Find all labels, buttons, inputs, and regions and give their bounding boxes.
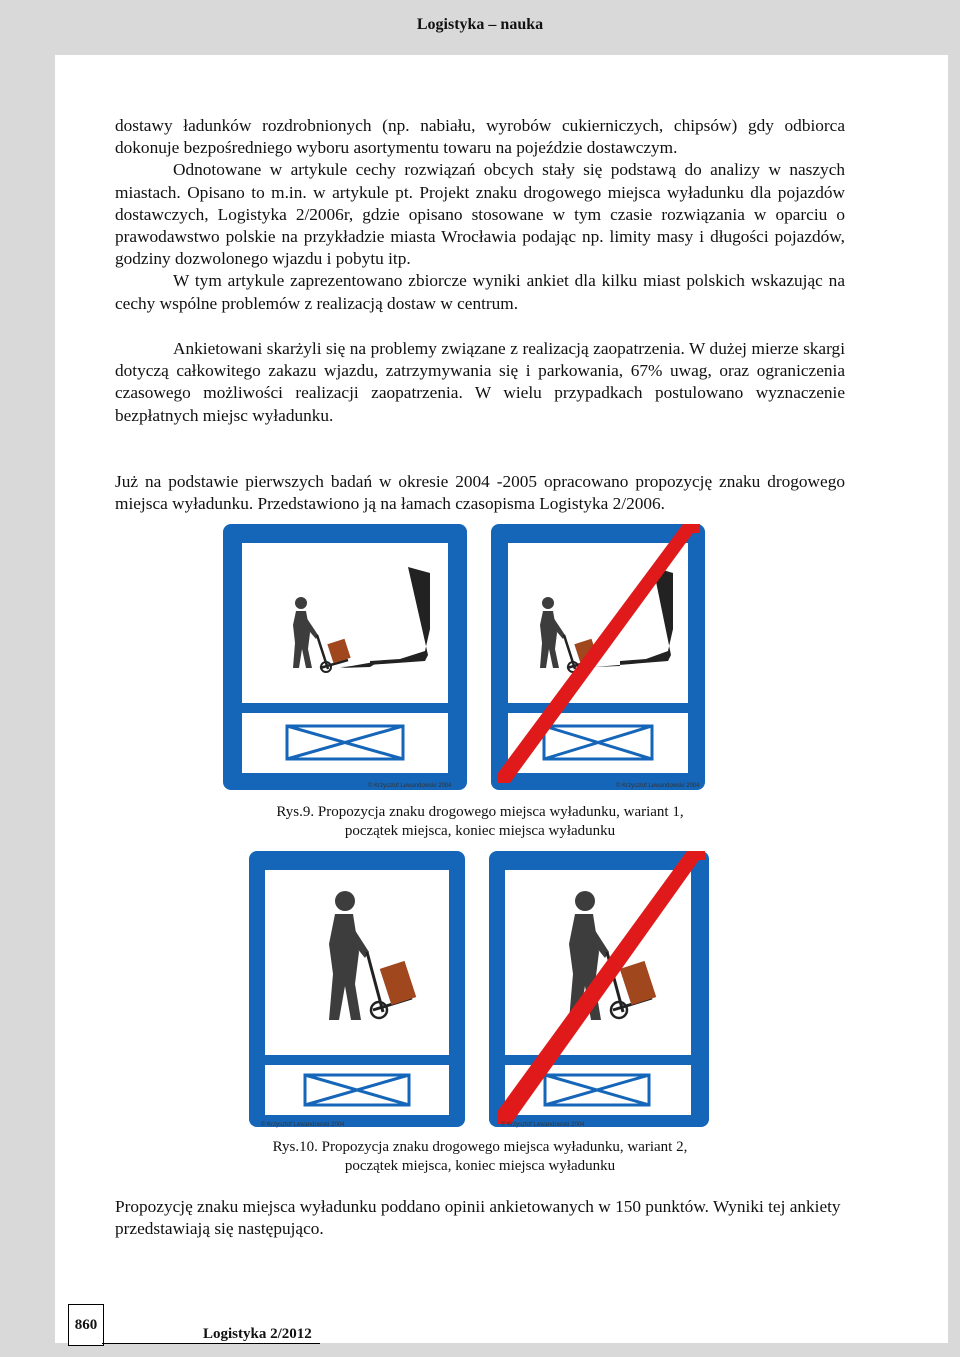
page-number: 860 (68, 1304, 104, 1346)
running-header: Logistyka – nauka (416, 16, 544, 33)
page-frame-left (0, 0, 55, 1357)
footer-rule (102, 1343, 320, 1344)
text-block-4 (115, 1196, 845, 1240)
sign-variant1-end (488, 521, 708, 796)
text-block-1 (115, 115, 845, 315)
paragraph: dostawy ładunków rozdrobnionych (np. nabiału, wyrobów cukierniczych, chipsów) gdy odbiorca dokonuje bezpośredniego wyboru asortymentu towaru na pojeździe dostawczym. (115, 116, 845, 158)
page-frame-right (948, 0, 960, 1357)
sign-variant2-start (247, 848, 469, 1133)
page-frame-bottom (0, 1343, 960, 1357)
paragraph: Odnotowane w artykule cechy rozwiązań obcych stały się podstawą do analizy w naszych miastach. Opisano to m.in. w artykule pt. Projekt znaku drogowego miejsca wyładunku dla pojazdów dostawczych, Logistyka 2/2006r, gdzie opisano stosowane w tym czasie rozwiązania w oparciu o prawodawstwo polskie na przykładzie miasta Wrocławia podając np. limity masy i długości pojazdów, godziny dozwolonego wjazdu i pobytu itp. (115, 160, 845, 269)
paragraph: Ankietowani skarżyli się na problemy związane z realizacją zaopatrzenia. W dużej mierze skargi dotyczą całkowitego zakazu wjazdu, zatrzymywania się i parkowania, 67% uwag, oraz ograniczenia czasowego możliwości realizacji zaopatrzenia. W wielu przypadkach postulowano wyznaczenie bezpłatnych miejsc wyładunku. (115, 339, 845, 425)
text-block-2 (115, 338, 845, 427)
caption-line: Rys.10. Propozycja znaku drogowego miejsca wyładunku, wariant 2, (272, 1139, 688, 1155)
paragraph: Już na podstawie pierwszych badań w okresie 2004 -2005 opracowano propozycję znaku drogowego miejsca wyładunku. Przedstawiono ją na łamach czasopisma Logistyka 2/2006. (115, 472, 845, 514)
caption-line: początek miejsca, koniec miejsca wyładunku (344, 823, 616, 839)
figure-10-caption (180, 1138, 780, 1176)
copyright-text: © Krzysztof Lewandowski 2004 (261, 1122, 345, 1128)
footer-journal-title: Logistyka 2/2012 (203, 1326, 312, 1342)
paragraph: Propozycję znaku miejsca wyładunku poddano opinii ankietowanych w 150 punktów. Wyniki tej ankiety przedstawiają się następująco. (115, 1197, 841, 1239)
copyright-text: © Krzysztof Lewandowski 2004 (501, 1122, 585, 1128)
text-block-3 (115, 471, 845, 515)
caption-line: początek miejsca, koniec miejsca wyładunku (344, 1158, 616, 1174)
copyright-text: © Krzysztof Lewandowski 2004 (616, 783, 700, 789)
caption-line: Rys.9. Propozycja znaku drogowego miejsca wyładunku, wariant 1, (276, 804, 684, 820)
paragraph: W tym artykule zaprezentowano zbiorcze wyniki ankiet dla kilku miast polskich wskazując na cechy wspólne problemów z realizacją dostaw w centrum. (115, 271, 845, 313)
figure-9-caption (180, 803, 780, 841)
sign-variant2-end (487, 848, 712, 1133)
copyright-text: © Krzysztof Lewandowski 2004 (368, 783, 452, 789)
sign-variant1-start (220, 521, 470, 796)
